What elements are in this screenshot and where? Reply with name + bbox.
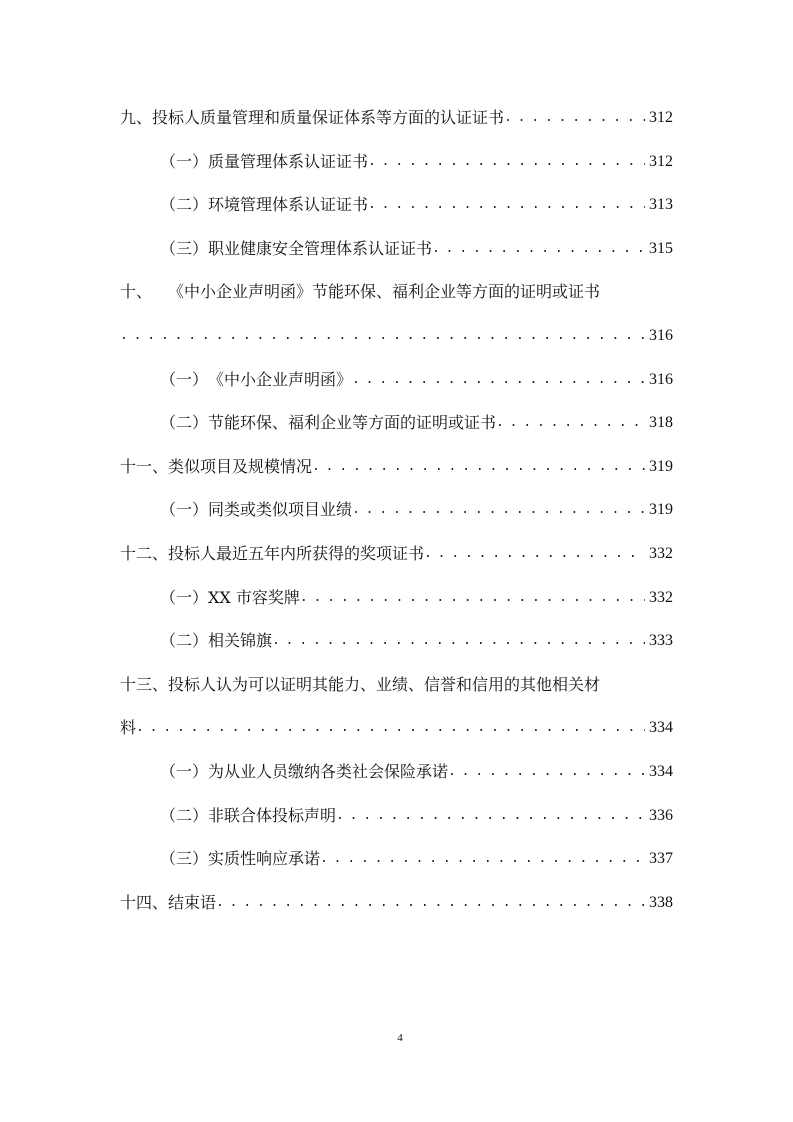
toc-dot-leader: [300, 586, 645, 610]
toc-entry[interactable]: [120, 673, 673, 697]
toc-entry-title: 投标人最近五年内所获得的奖项证书: [168, 544, 425, 563]
toc-entry-page: 319: [649, 457, 673, 475]
toc-dot-leader: [216, 891, 645, 915]
toc-entry-page: 312: [649, 109, 673, 126]
toc-dot-leader: [496, 411, 645, 435]
toc-entry[interactable]: [120, 891, 673, 915]
toc-entry-number: （二）: [160, 195, 209, 215]
toc-entry-page: 315: [649, 239, 673, 257]
toc-entry-number: （一）: [160, 500, 209, 520]
toc-entry-title: 投标人质量管理和质量保证体系等方面的认证证书: [152, 108, 505, 127]
toc-entry-title: 《中小企业声明函》: [208, 369, 353, 389]
toc-entry-title-continuation: 料: [120, 718, 137, 738]
toc-entry[interactable]: [160, 804, 673, 828]
toc-entry[interactable]: [160, 411, 673, 435]
toc-entry-number: 九、: [120, 108, 153, 127]
toc-entry-number: （一）: [160, 151, 209, 171]
toc-entry-title: 节能环保、福利企业等方面的证明或证书: [208, 413, 497, 433]
toc-entry-page: 338: [649, 893, 673, 911]
toc-dot-leader: [136, 716, 645, 740]
toc-dot-leader: [504, 106, 645, 130]
toc-entry-page: 333: [649, 632, 673, 650]
toc-entry-title: 非联合体投标声明: [208, 805, 337, 825]
toc-entry-page: 313: [649, 196, 673, 214]
toc-entry-number: （一）: [160, 762, 209, 781]
toc-dot-leader: [312, 455, 645, 479]
toc-entry-page: 318: [649, 414, 673, 432]
toc-entry-page: 336: [649, 806, 673, 824]
toc-entry-number: （三）: [160, 849, 209, 869]
toc-entry-title: 类似项目及规模情况: [168, 456, 313, 476]
toc-entry-page: 334: [649, 719, 673, 737]
toc-entry[interactable]: [120, 280, 673, 304]
toc-entry-title: 环境管理体系认证证书: [208, 195, 369, 215]
toc-dot-leader: [448, 760, 645, 784]
toc-entry[interactable]: [160, 498, 673, 522]
toc-dot-leader: [336, 804, 645, 828]
toc-dot-leader: [320, 847, 645, 871]
toc-entry-number: 十、: [120, 282, 153, 302]
toc-dot-leader: [424, 542, 645, 566]
toc-entry-number: （三）: [160, 238, 209, 258]
toc-dot-leader: [272, 629, 645, 653]
toc-entry-continuation[interactable]: [120, 324, 673, 348]
toc-entry[interactable]: [160, 193, 673, 217]
toc-entry-number: 十一、: [120, 456, 169, 476]
toc-entry[interactable]: [160, 586, 673, 610]
toc-entry-title: 质量管理体系认证证书: [208, 151, 369, 171]
toc-dot-leader: [368, 150, 645, 174]
toc-entry-page: 312: [649, 152, 673, 170]
toc-dot-leader: [352, 368, 645, 392]
toc-entry-title: 职业健康安全管理体系认证证书: [208, 238, 433, 258]
toc-entry[interactable]: [160, 237, 673, 261]
toc-dot-leader: [120, 324, 645, 348]
toc-entry-number: 十二、: [120, 544, 169, 563]
toc-entry[interactable]: [160, 629, 673, 653]
page-number: 4: [397, 1032, 403, 1044]
toc-entry-number: （二）: [160, 805, 209, 825]
toc-entry[interactable]: [160, 368, 673, 392]
toc-entry[interactable]: [120, 106, 673, 130]
toc-dot-leader: [368, 193, 645, 217]
toc-entry-title: 相关锦旗: [208, 631, 273, 651]
toc-entry-title: 为从业人员缴纳各类社会保险承诺: [208, 762, 449, 781]
toc-entry[interactable]: [160, 150, 673, 174]
toc-dot-leader: [352, 498, 645, 522]
toc-entry-number: （一）: [160, 369, 209, 389]
toc-dot-leader: [432, 237, 645, 261]
toc-entry-page: 334: [649, 763, 673, 780]
toc-entry-number: 十三、: [120, 674, 169, 694]
toc-entry-page: 332: [649, 545, 673, 562]
toc-entry[interactable]: [120, 455, 673, 479]
toc-entry-number: （二）: [160, 631, 209, 651]
toc-entry-title: 《中小企业声明函》节能环保、福利企业等方面的证明或证书: [168, 282, 601, 302]
toc-entry-number: 十四、: [120, 892, 169, 912]
toc-entry-title: 同类或类似项目业绩: [208, 500, 353, 520]
toc-entry[interactable]: [120, 542, 673, 566]
toc-entry-page: 332: [649, 588, 673, 606]
toc-entry-number: （二）: [160, 413, 209, 433]
toc-entry[interactable]: [160, 847, 673, 871]
toc-entry-page: 319: [649, 501, 673, 519]
toc-entry[interactable]: [160, 760, 673, 784]
toc-entry-page: 337: [649, 850, 673, 868]
toc-entry-continuation[interactable]: [120, 716, 673, 740]
toc-entry-number: （一）: [160, 587, 209, 607]
toc-entry-title: 实质性响应承诺: [208, 849, 321, 869]
toc-entry-page: 316: [649, 370, 673, 388]
toc-entry-title: 投标人认为可以证明其能力、业绩、信誉和信用的其他相关材: [168, 674, 601, 694]
toc-entry-page: 316: [649, 327, 673, 344]
toc-entry-title: 结束语: [168, 892, 217, 912]
toc-entry-title: XX 市容奖牌: [208, 587, 300, 607]
